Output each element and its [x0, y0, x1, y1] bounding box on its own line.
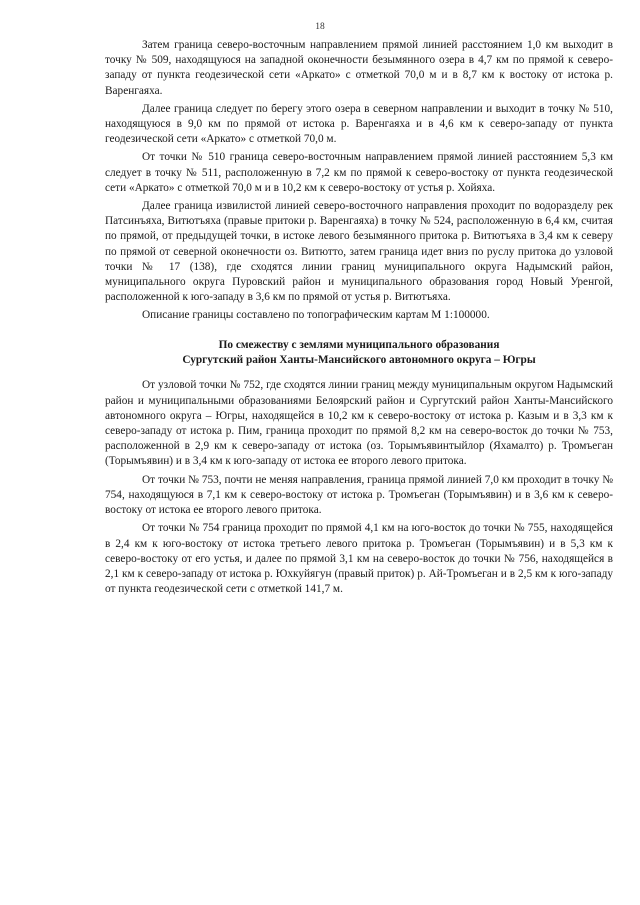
section-heading	[105, 338, 613, 369]
document-body	[105, 38, 613, 600]
section-heading-line2: Сургутский район Ханты-Мансийского автономного округа – Югры	[182, 354, 536, 367]
paragraph-point-511: От точки № 510 граница северо-восточным направлением прямой линией расстоянием 5,3 км следует в точку № 511, расположенную в 7,2 км по прямой к северо-востоку от пункта геодезической сети «Аркато» с отметкой 70,0 м и в 10,2 км к северо-востоку от устья р. Хойяха.	[105, 151, 613, 194]
page-number: 18	[315, 22, 325, 32]
section-heading-line1: По смежеству с землями муниципального образования	[218, 338, 500, 351]
paragraph-map-note: Описание границы составлено по топографическим картам М 1:100000.	[142, 309, 490, 322]
paragraph-point-509: Затем граница северо-восточным направлением прямой линией расстоянием 1,0 км выходит в точку № 509, находящуюся на западной оконечности безымянного озера в 4,7 км по прямой к северо-западу от пункта геодезической сети «Аркато» с отметкой 70,0 м и в 8,7 км к востоку от истока р. Варенгаяха.	[105, 39, 613, 97]
paragraph-point-753: От точки № 753, почти не меняя направления, граница прямой линией 7,0 км проходит в точку № 754, находящуюся в 7,1 км к северо-востоку от истока р. Тромъеган (Торымъявин) и в 3,6 км к северо-востоку от истока ее второго левого притока.	[105, 473, 613, 517]
paragraph-point-524: Далее граница извилистой линией северо-восточного направления проходит по водоразделу рек Патсинъяха, Витютъяха (правые притоки р. Варенгаяха) в точку № 524, расположенную в 6,4 км, считая по прямой, от предыдущей точки, в истоке левого безымянного притока р. Витютъяха в 3,4 км к северу по прямой от северной оконечности оз. Витютто, затем граница идет вниз по руслу притока до узловой точки № 17 (138), где сходятся линии границ муниципального округа Надымский район, муниципального округа Пуровский район и муниципального образования город Новый Уренгой, расположенной к юго-западу в 3,6 км по прямой от устья р. Витютъяха.	[105, 200, 613, 304]
paragraph-point-754: От точки № 754 граница проходит по прямой 4,1 км на юго-восток до точки № 755, находящейся в 2,4 км к юго-востоку от истока третьего левого притока р. Тромъеган (Торымъявин) и в 5,3 км к северо-востоку от его устья, и далее по прямой 3,1 км на северо-восток до точки № 756, находящейся в 2,1 км к северо-западу от истока р. Юхкуйягун (правый приток) р. Ай-Тромъеган и в 2,5 км к юго-западу от пункта геодезической сети с отметкой 141,7 м.	[105, 522, 613, 596]
paragraph-point-752: От узловой точки № 752, где сходятся линии границ между муниципальным округом Надымский район и муниципальными образованиями Белоярский район и Сургутский район Ханты-Мансийского автономного округа – Югры, находящейся в 10,2 км к северо-востоку от истока р. Казым и в 3,3 км к северо-западу от истока р. Пим, граница проходит по прямой 8,2 км на северо-восток до точки № 753, расположенной в 2,9 км к северо-западу от истока (оз. Торымъявинтыйлор (Яхамалто) р. Тромъеган (Торымъявин) и в 3,4 км к юго-западу от истока ее второго левого притока.	[105, 379, 613, 468]
paragraph-point-510: Далее граница следует по берегу этого озера в северном направлении и выходит в точку № 510, находящуюся в 9,0 км по прямой от истока р. Варенгаяха и в 4,6 км к северо-западу от пункта геодезической сети «Аркато» с отметкой 70,0 м.	[105, 102, 613, 146]
